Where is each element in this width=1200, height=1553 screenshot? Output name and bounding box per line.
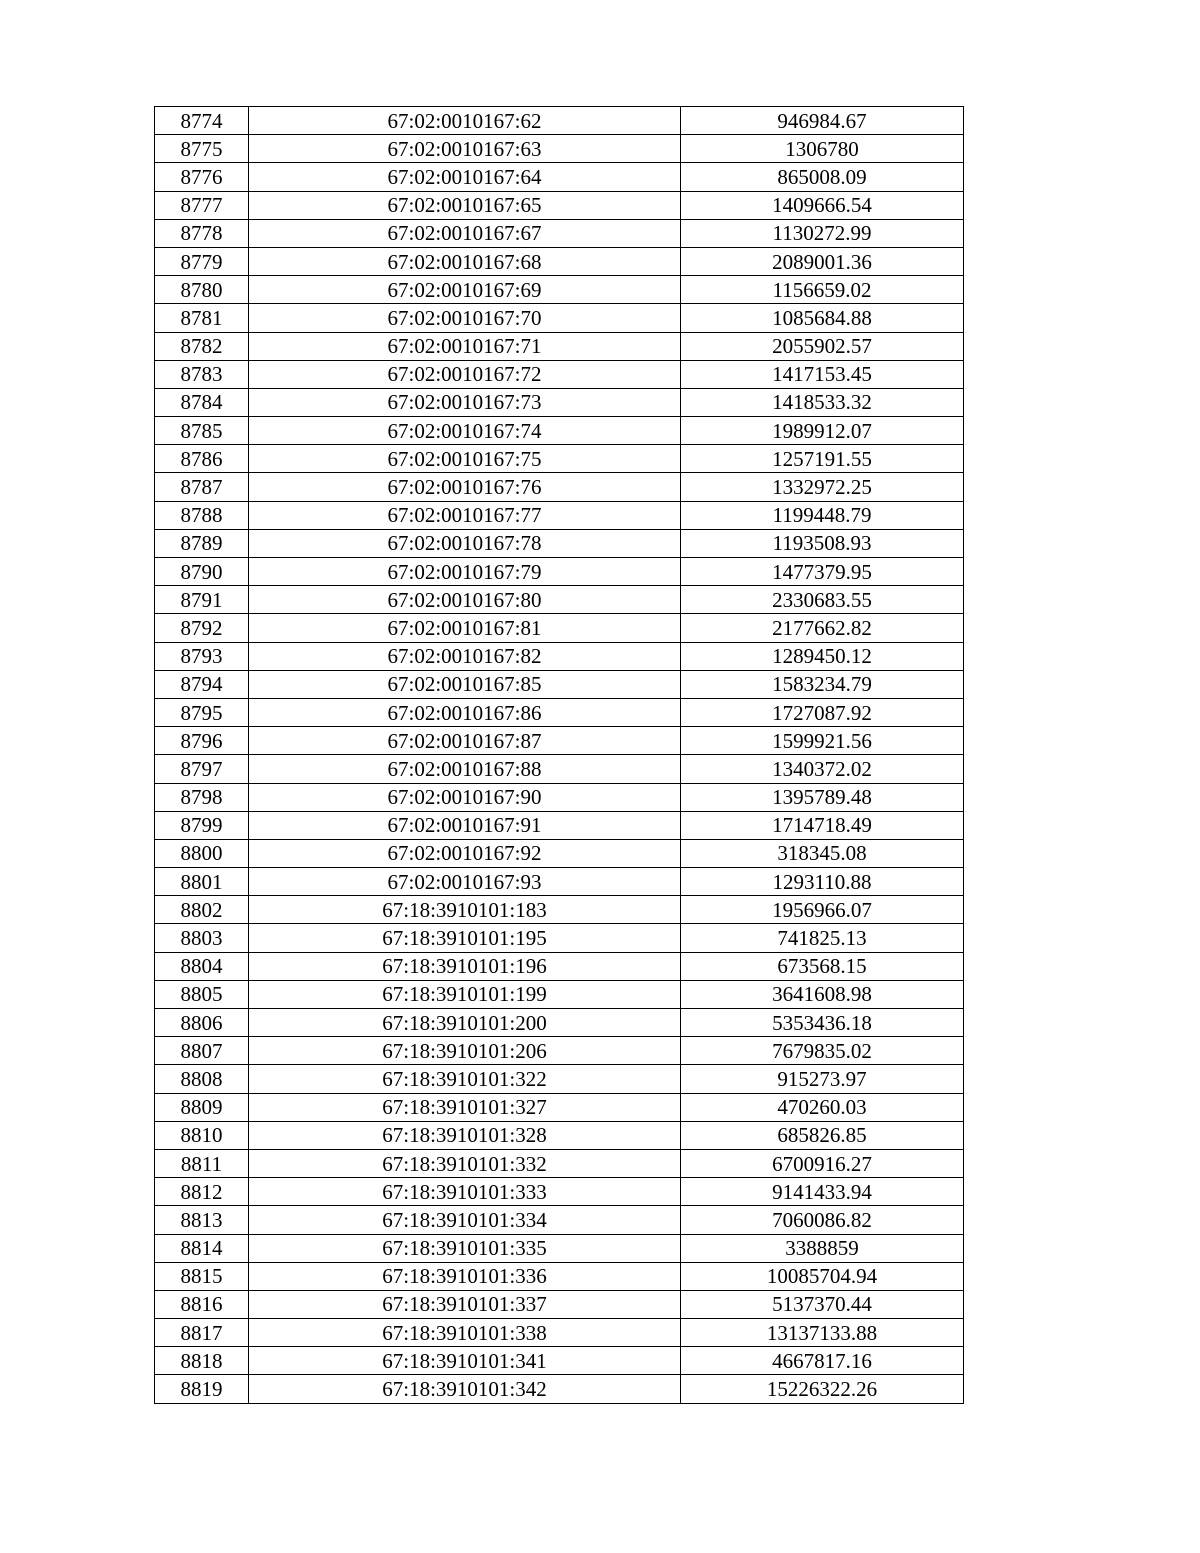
cadastral-number-cell: 67:02:0010167:64 [249, 163, 681, 191]
value-cell: 685826.85 [681, 1121, 964, 1149]
row-number-cell: 8779 [155, 247, 249, 275]
row-number-cell: 8776 [155, 163, 249, 191]
row-number-cell: 8792 [155, 614, 249, 642]
table-row [155, 1234, 964, 1262]
cadastral-number-cell: 67:02:0010167:93 [249, 868, 681, 896]
cadastral-number-cell: 67:18:3910101:336 [249, 1262, 681, 1290]
table-row [155, 417, 964, 445]
table-row [155, 1206, 964, 1234]
table-row [155, 191, 964, 219]
row-number-cell: 8777 [155, 191, 249, 219]
row-number-cell: 8819 [155, 1375, 249, 1403]
row-number-cell: 8809 [155, 1093, 249, 1121]
cadastral-number-cell: 67:02:0010167:79 [249, 558, 681, 586]
row-number-cell: 8787 [155, 473, 249, 501]
value-cell: 741825.13 [681, 924, 964, 952]
row-number-cell: 8813 [155, 1206, 249, 1234]
value-cell: 13137133.88 [681, 1319, 964, 1347]
table-row [155, 698, 964, 726]
value-cell: 1395789.48 [681, 783, 964, 811]
cadastral-number-cell: 67:02:0010167:71 [249, 332, 681, 360]
value-cell: 2330683.55 [681, 586, 964, 614]
value-cell: 1956966.07 [681, 896, 964, 924]
row-number-cell: 8785 [155, 417, 249, 445]
table-row [155, 1319, 964, 1347]
row-number-cell: 8778 [155, 219, 249, 247]
row-number-cell: 8804 [155, 952, 249, 980]
row-number-cell: 8797 [155, 755, 249, 783]
table-row [155, 1037, 964, 1065]
table-row [155, 501, 964, 529]
row-number-cell: 8803 [155, 924, 249, 952]
value-cell: 1199448.79 [681, 501, 964, 529]
table-row [155, 614, 964, 642]
value-cell: 1418533.32 [681, 388, 964, 416]
cadastral-number-cell: 67:02:0010167:68 [249, 247, 681, 275]
table-row [155, 586, 964, 614]
cadastral-number-cell: 67:02:0010167:74 [249, 417, 681, 445]
table-row [155, 276, 964, 304]
cadastral-number-cell: 67:18:3910101:328 [249, 1121, 681, 1149]
row-number-cell: 8790 [155, 558, 249, 586]
value-cell: 1417153.45 [681, 360, 964, 388]
value-cell: 3388859 [681, 1234, 964, 1262]
table-row [155, 304, 964, 332]
cadastral-number-cell: 67:02:0010167:77 [249, 501, 681, 529]
cadastral-number-cell: 67:02:0010167:62 [249, 107, 681, 135]
row-number-cell: 8793 [155, 642, 249, 670]
cadastral-number-cell: 67:18:3910101:206 [249, 1037, 681, 1065]
cadastral-number-cell: 67:02:0010167:81 [249, 614, 681, 642]
row-number-cell: 8798 [155, 783, 249, 811]
table-row [155, 839, 964, 867]
cadastral-number-cell: 67:18:3910101:333 [249, 1178, 681, 1206]
row-number-cell: 8818 [155, 1347, 249, 1375]
row-number-cell: 8817 [155, 1319, 249, 1347]
table-row [155, 219, 964, 247]
row-number-cell: 8811 [155, 1149, 249, 1177]
table-row [155, 107, 964, 135]
row-number-cell: 8808 [155, 1065, 249, 1093]
row-number-cell: 8774 [155, 107, 249, 135]
row-number-cell: 8816 [155, 1290, 249, 1318]
cadastral-number-cell: 67:02:0010167:90 [249, 783, 681, 811]
value-cell: 1583234.79 [681, 670, 964, 698]
row-number-cell: 8775 [155, 135, 249, 163]
row-number-cell: 8805 [155, 980, 249, 1008]
value-cell: 5353436.18 [681, 1009, 964, 1037]
row-number-cell: 8789 [155, 529, 249, 557]
value-cell: 1727087.92 [681, 698, 964, 726]
row-number-cell: 8810 [155, 1121, 249, 1149]
value-cell: 1130272.99 [681, 219, 964, 247]
cadastral-number-cell: 67:02:0010167:88 [249, 755, 681, 783]
value-cell: 1293110.88 [681, 868, 964, 896]
table-row [155, 1149, 964, 1177]
table-row [155, 642, 964, 670]
value-cell: 673568.15 [681, 952, 964, 980]
table-row [155, 924, 964, 952]
table-row [155, 811, 964, 839]
table-row [155, 1065, 964, 1093]
row-number-cell: 8780 [155, 276, 249, 304]
value-cell: 3641608.98 [681, 980, 964, 1008]
cadastral-number-cell: 67:18:3910101:334 [249, 1206, 681, 1234]
cadastral-number-cell: 67:02:0010167:91 [249, 811, 681, 839]
value-cell: 10085704.94 [681, 1262, 964, 1290]
row-number-cell: 8786 [155, 445, 249, 473]
cadastral-number-cell: 67:02:0010167:73 [249, 388, 681, 416]
cadastral-number-cell: 67:18:3910101:199 [249, 980, 681, 1008]
cadastral-number-cell: 67:18:3910101:335 [249, 1234, 681, 1262]
table-row [155, 360, 964, 388]
table-row [155, 868, 964, 896]
row-number-cell: 8795 [155, 698, 249, 726]
cadastral-number-cell: 67:18:3910101:342 [249, 1375, 681, 1403]
cadastral-number-cell: 67:02:0010167:70 [249, 304, 681, 332]
value-cell: 318345.08 [681, 839, 964, 867]
table-row [155, 1262, 964, 1290]
value-cell: 7060086.82 [681, 1206, 964, 1234]
cadastral-number-cell: 67:02:0010167:85 [249, 670, 681, 698]
table-row [155, 332, 964, 360]
cadastral-number-cell: 67:18:3910101:327 [249, 1093, 681, 1121]
row-number-cell: 8815 [155, 1262, 249, 1290]
table-body [155, 107, 964, 1404]
cadastral-number-cell: 67:18:3910101:341 [249, 1347, 681, 1375]
row-number-cell: 8794 [155, 670, 249, 698]
value-cell: 946984.67 [681, 107, 964, 135]
table-row [155, 1290, 964, 1318]
row-number-cell: 8783 [155, 360, 249, 388]
cadastral-number-cell: 67:18:3910101:338 [249, 1319, 681, 1347]
table-row [155, 558, 964, 586]
table-row [155, 135, 964, 163]
table-row [155, 755, 964, 783]
table-row [155, 529, 964, 557]
value-cell: 1193508.93 [681, 529, 964, 557]
table-row [155, 445, 964, 473]
value-cell: 1599921.56 [681, 727, 964, 755]
value-cell: 6700916.27 [681, 1149, 964, 1177]
cadastral-number-cell: 67:02:0010167:92 [249, 839, 681, 867]
value-cell: 2177662.82 [681, 614, 964, 642]
table-row [155, 1093, 964, 1121]
value-cell: 1340372.02 [681, 755, 964, 783]
row-number-cell: 8788 [155, 501, 249, 529]
row-number-cell: 8802 [155, 896, 249, 924]
cadastral-number-cell: 67:18:3910101:337 [249, 1290, 681, 1318]
value-cell: 1306780 [681, 135, 964, 163]
cadastral-number-cell: 67:18:3910101:196 [249, 952, 681, 980]
table-row [155, 670, 964, 698]
data-table [154, 106, 964, 1404]
value-cell: 1332972.25 [681, 473, 964, 501]
table-row [155, 473, 964, 501]
cadastral-number-cell: 67:18:3910101:183 [249, 896, 681, 924]
row-number-cell: 8796 [155, 727, 249, 755]
value-cell: 1714718.49 [681, 811, 964, 839]
cadastral-number-cell: 67:02:0010167:63 [249, 135, 681, 163]
table-row [155, 388, 964, 416]
row-number-cell: 8807 [155, 1037, 249, 1065]
table-row [155, 163, 964, 191]
cadastral-number-cell: 67:02:0010167:78 [249, 529, 681, 557]
value-cell: 2055902.57 [681, 332, 964, 360]
table-row [155, 980, 964, 1008]
cadastral-number-cell: 67:18:3910101:322 [249, 1065, 681, 1093]
cadastral-number-cell: 67:18:3910101:195 [249, 924, 681, 952]
value-cell: 1156659.02 [681, 276, 964, 304]
cadastral-number-cell: 67:02:0010167:72 [249, 360, 681, 388]
table-row [155, 1375, 964, 1403]
cadastral-number-cell: 67:02:0010167:80 [249, 586, 681, 614]
cadastral-number-cell: 67:02:0010167:75 [249, 445, 681, 473]
cadastral-number-cell: 67:02:0010167:69 [249, 276, 681, 304]
table-row [155, 1121, 964, 1149]
table-row [155, 727, 964, 755]
cadastral-number-cell: 67:02:0010167:82 [249, 642, 681, 670]
value-cell: 1477379.95 [681, 558, 964, 586]
value-cell: 1257191.55 [681, 445, 964, 473]
value-cell: 865008.09 [681, 163, 964, 191]
table-row [155, 896, 964, 924]
value-cell: 1085684.88 [681, 304, 964, 332]
table-row [155, 783, 964, 811]
value-cell: 9141433.94 [681, 1178, 964, 1206]
row-number-cell: 8799 [155, 811, 249, 839]
row-number-cell: 8784 [155, 388, 249, 416]
value-cell: 5137370.44 [681, 1290, 964, 1318]
row-number-cell: 8782 [155, 332, 249, 360]
value-cell: 2089001.36 [681, 247, 964, 275]
cadastral-number-cell: 67:02:0010167:87 [249, 727, 681, 755]
table-row [155, 1178, 964, 1206]
row-number-cell: 8806 [155, 1009, 249, 1037]
cadastral-number-cell: 67:18:3910101:200 [249, 1009, 681, 1037]
cadastral-number-cell: 67:02:0010167:86 [249, 698, 681, 726]
value-cell: 7679835.02 [681, 1037, 964, 1065]
row-number-cell: 8812 [155, 1178, 249, 1206]
cadastral-number-cell: 67:02:0010167:67 [249, 219, 681, 247]
value-cell: 470260.03 [681, 1093, 964, 1121]
cadastral-number-cell: 67:02:0010167:65 [249, 191, 681, 219]
cadastral-number-cell: 67:18:3910101:332 [249, 1149, 681, 1177]
value-cell: 15226322.26 [681, 1375, 964, 1403]
value-cell: 1409666.54 [681, 191, 964, 219]
cadastral-number-cell: 67:02:0010167:76 [249, 473, 681, 501]
row-number-cell: 8814 [155, 1234, 249, 1262]
table-row [155, 1347, 964, 1375]
row-number-cell: 8791 [155, 586, 249, 614]
value-cell: 1289450.12 [681, 642, 964, 670]
row-number-cell: 8800 [155, 839, 249, 867]
table-row [155, 1009, 964, 1037]
table-row [155, 952, 964, 980]
row-number-cell: 8781 [155, 304, 249, 332]
row-number-cell: 8801 [155, 868, 249, 896]
value-cell: 915273.97 [681, 1065, 964, 1093]
table-row [155, 247, 964, 275]
value-cell: 1989912.07 [681, 417, 964, 445]
value-cell: 4667817.16 [681, 1347, 964, 1375]
